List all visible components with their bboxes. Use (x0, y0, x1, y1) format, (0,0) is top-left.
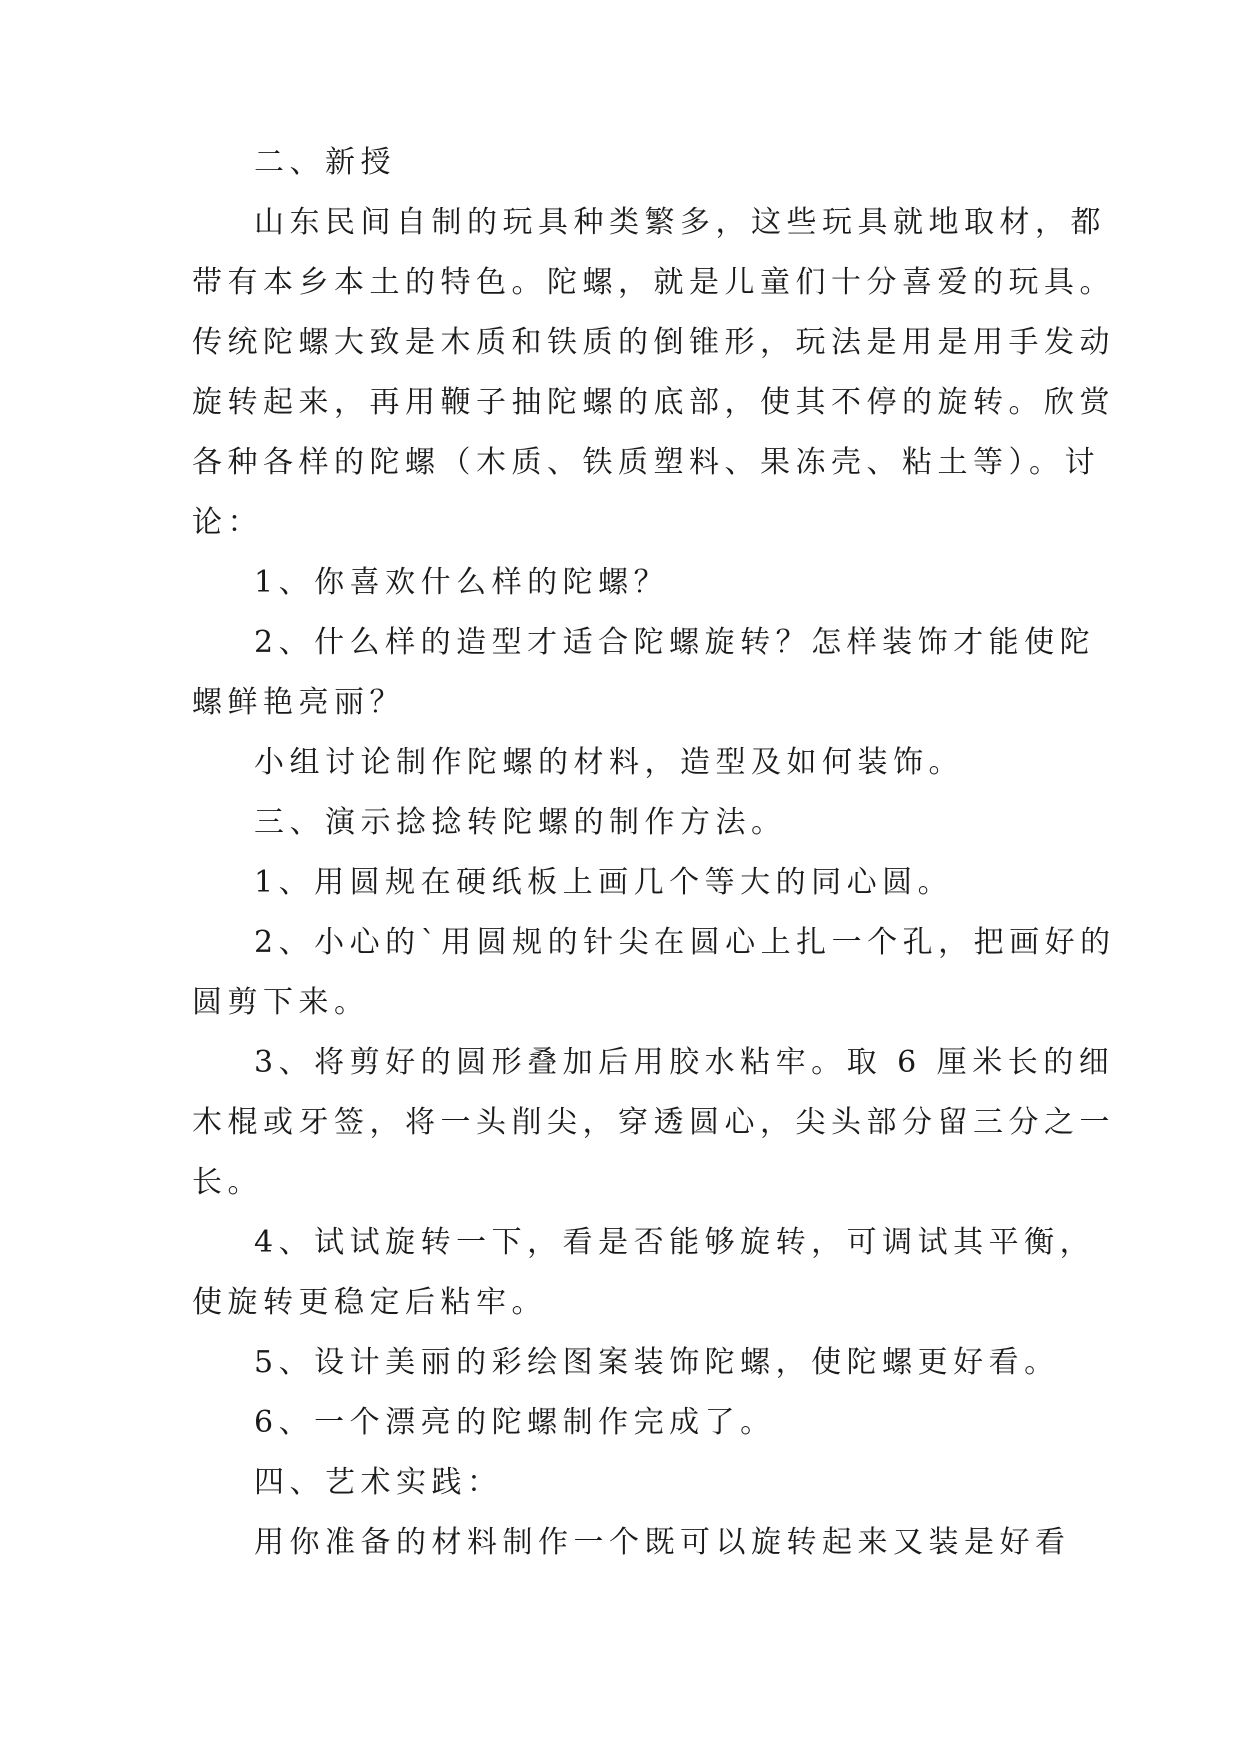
paragraph-line: 小组讨论制作陀螺的材料，造型及如何装饰。 (254, 745, 964, 780)
paragraph-line: 传统陀螺大致是木质和铁质的倒锥形，玩法是用是用手发动 (192, 325, 1115, 360)
paragraph-line: 用你准备的材料制作一个既可以旋转起来又装是好看 (254, 1525, 1071, 1560)
section-heading-demo: 三、演示捻捻转陀螺的制作方法。 (254, 805, 787, 840)
list-item: 2、小心的`用圆规的针尖在圆心上扎一个孔，把画好的 (254, 925, 1116, 960)
paragraph-line: 山东民间自制的玩具种类繁多，这些玩具就地取材，都 (254, 205, 1106, 240)
list-item-continuation: 圆剪下来。 (192, 985, 370, 1020)
list-item: 4、试试旋转一下，看是否能够旋转，可调试其平衡， (254, 1225, 1096, 1260)
list-item-continuation: 长。 (192, 1165, 263, 1200)
section-heading-practice: 四、艺术实践： (254, 1465, 503, 1500)
list-item: 6、一个漂亮的陀螺制作完成了。 (254, 1405, 776, 1440)
list-item: 1、你喜欢什么样的陀螺？ (254, 565, 670, 600)
list-item: 3、将剪好的圆形叠加后用胶水粘牢。取 6 厘米长的细 (254, 1045, 1115, 1080)
paragraph-line: 旋转起来，再用鞭子抽陀螺的底部，使其不停的旋转。欣赏 (192, 385, 1115, 420)
list-item: 5、设计美丽的彩绘图案装饰陀螺，使陀螺更好看。 (254, 1345, 1060, 1380)
list-item-continuation: 螺鲜艳亮丽？ (192, 685, 405, 720)
list-item-continuation: 使旋转更稳定后粘牢。 (192, 1285, 547, 1320)
list-item: 1、用圆规在硬纸板上画几个等大的同心圆。 (254, 865, 954, 900)
list-item-continuation: 木棍或牙签，将一头削尖，穿透圆心，尖头部分留三分之一 (192, 1105, 1115, 1140)
paragraph-line: 带有本乡本土的特色。陀螺，就是儿童们十分喜爱的玩具。 (192, 265, 1115, 300)
section-heading-new-lesson: 二、新授 (254, 145, 396, 180)
paragraph-line: 各种各样的陀螺（木质、铁质塑料、果冻壳、粘土等）。讨 (192, 445, 1100, 480)
list-item: 2、什么样的造型才适合陀螺旋转？怎样装饰才能使陀 (254, 625, 1096, 660)
paragraph-line: 论： (192, 505, 263, 540)
